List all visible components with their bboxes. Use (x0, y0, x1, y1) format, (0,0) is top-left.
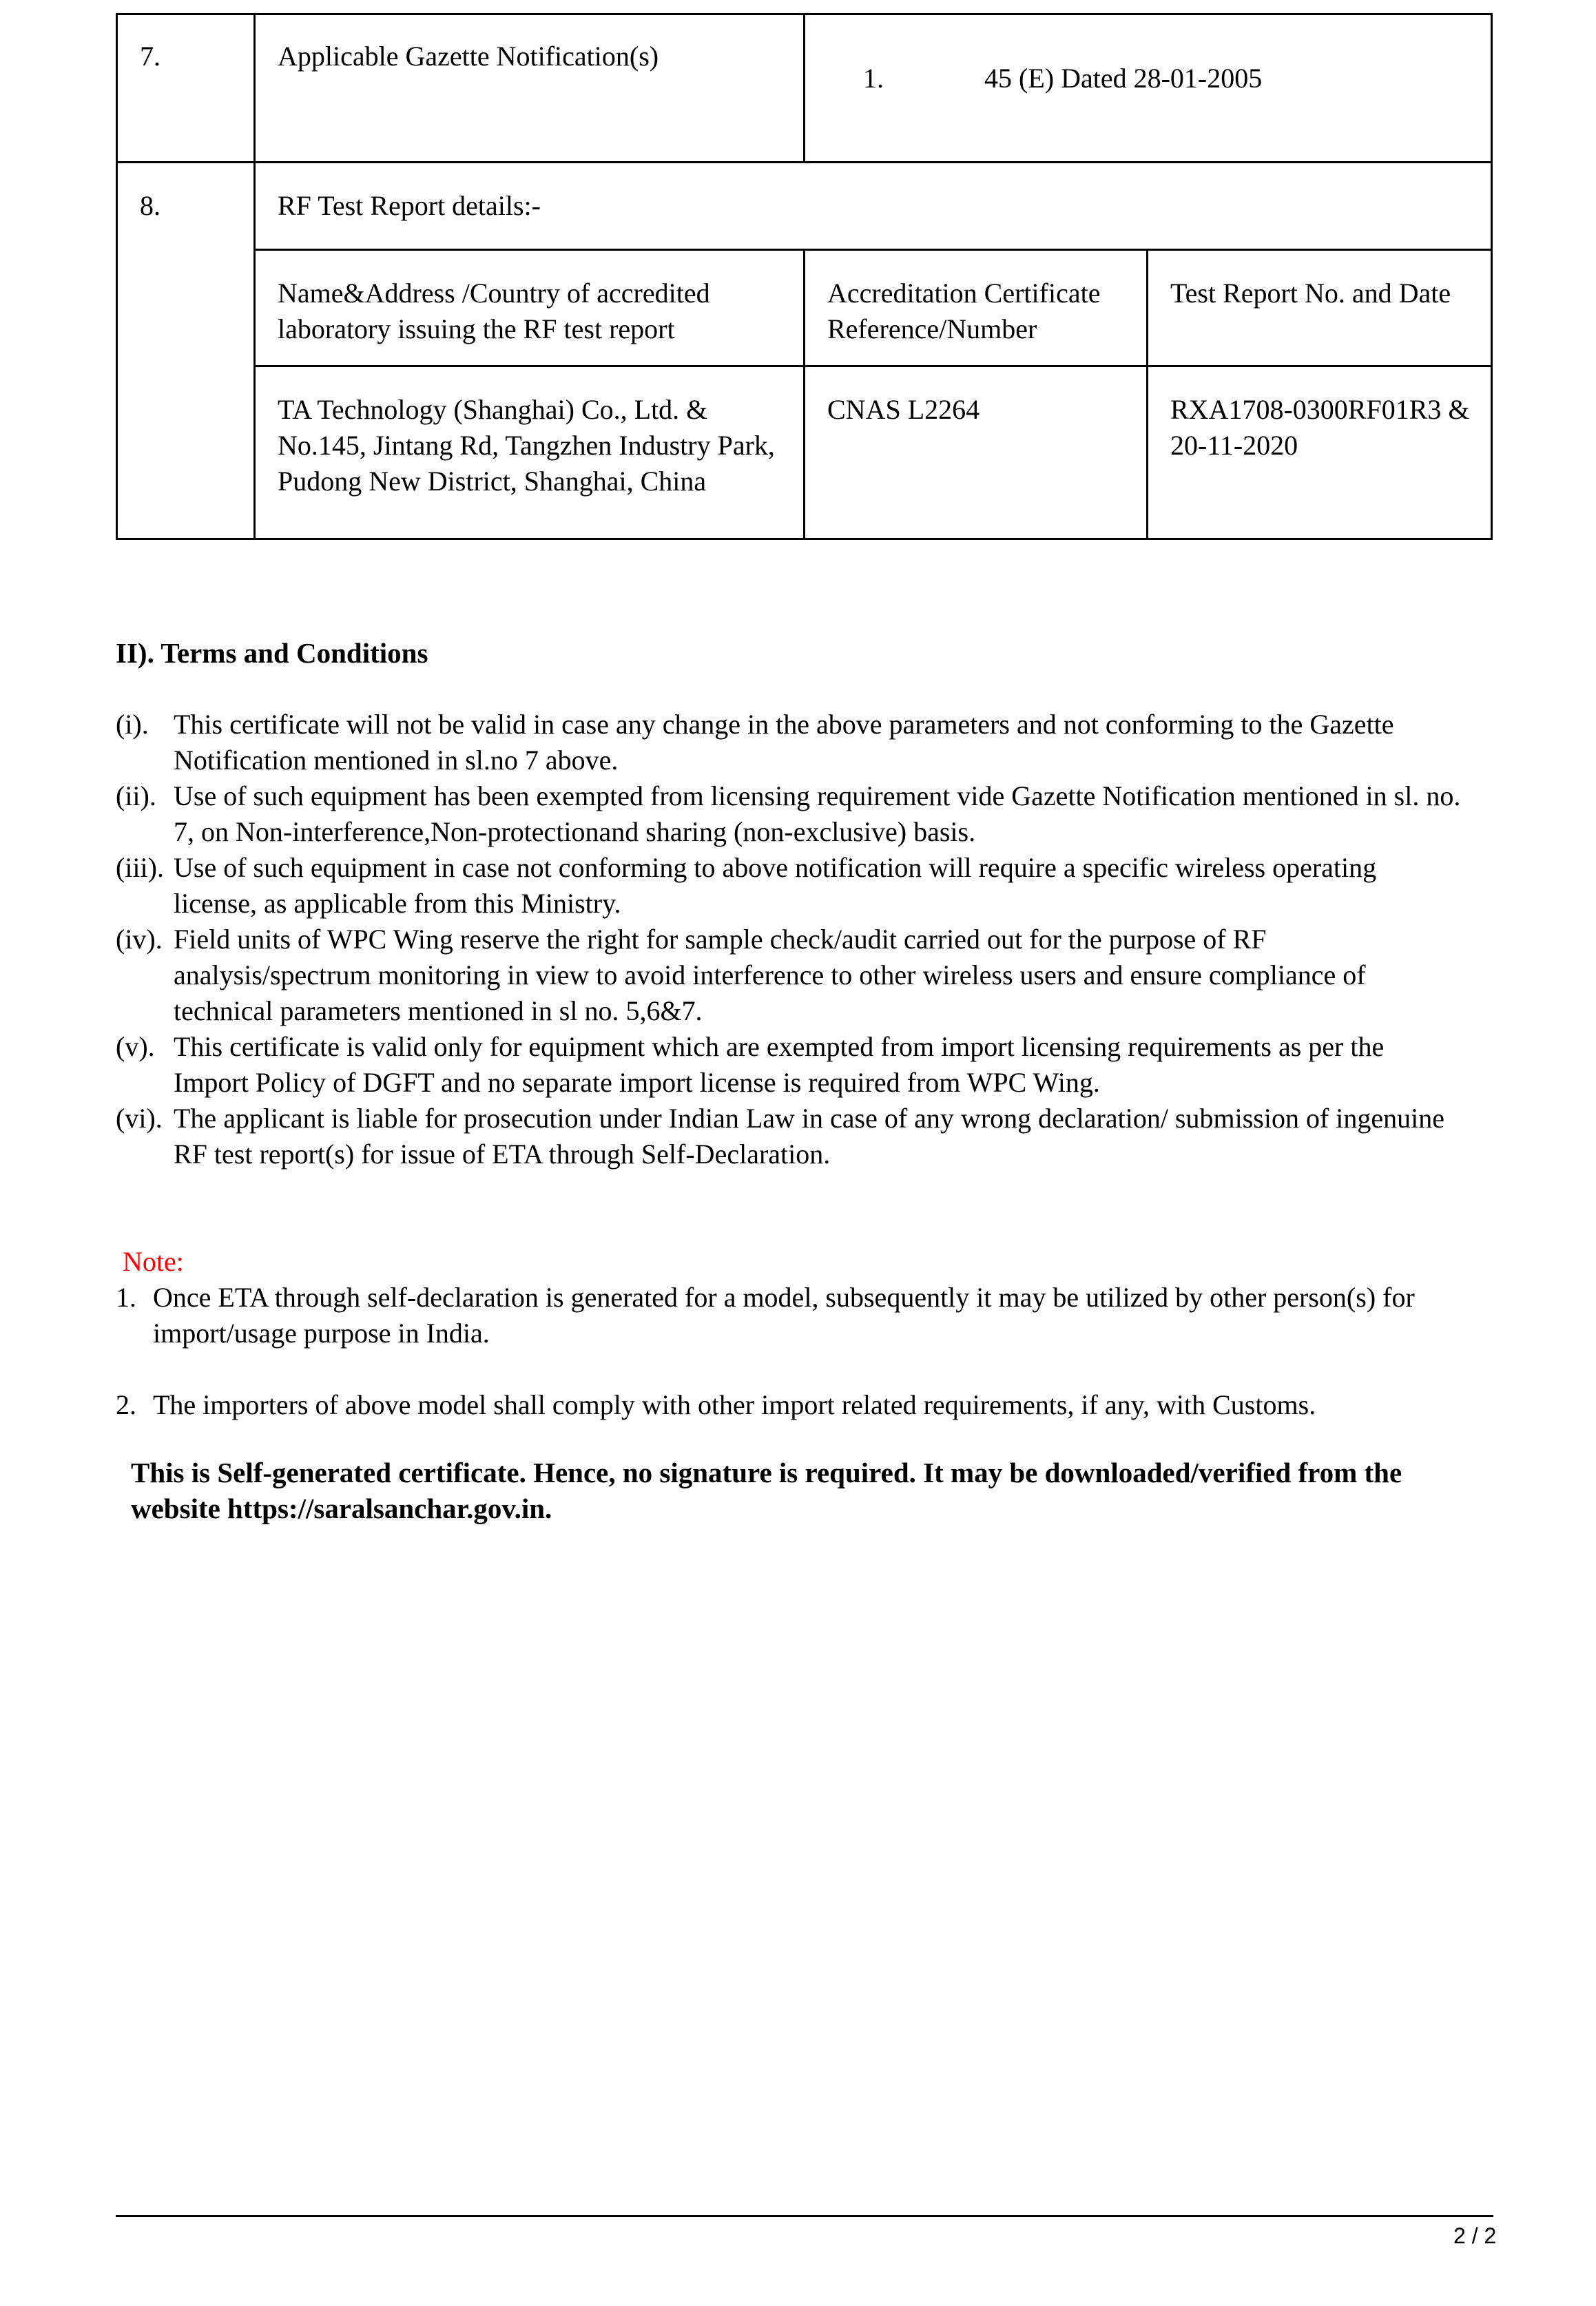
term-marker: (iii). (116, 852, 164, 883)
note-list (116, 1280, 1466, 1459)
note-item (116, 1387, 1466, 1423)
term-text: This certificate will not be valid in case any change in the above parameters and not conforming to the Gazette Notification mentioned in sl.no 7 above. (174, 709, 1394, 776)
lab-header-cell: Name&Address /Country of accredited laboratory issuing the RF test report (255, 250, 805, 366)
note-text: The importers of above model shall comply with other import related requirements, if any, with Customs. (153, 1389, 1316, 1420)
term-text: Use of such equipment in case not conforming to above notification will require a specific wireless operating license, as applicable from this Ministry. (174, 852, 1377, 919)
self-generated-statement: This is Self-generated certificate. Hence, no signature is required. It may be downloaded/verified from the website https://saralsanchar.gov.in. (131, 1457, 1402, 1524)
term-item (116, 850, 1466, 922)
term-marker: (ii). (116, 780, 156, 811)
footer-divider (116, 2215, 1493, 2217)
table-row-rf-headers (117, 250, 1492, 366)
note-item (116, 1280, 1466, 1351)
term-text: This certificate is valid only for equipment which are exempted from import licensing requirements as per the Import Policy of DGFT and no separate import license is required from WPC Wing. (174, 1031, 1385, 1098)
term-marker: (vi). (116, 1103, 163, 1134)
table-row-rf-data (117, 366, 1492, 539)
term-item (116, 922, 1466, 1029)
note-text: Once ETA through self-declaration is generated for a model, subsequently it may be utilized by other person(s) for import/usage purpose in India. (153, 1282, 1415, 1349)
accreditation-header-cell: Accreditation Certificate Reference/Number (805, 250, 1148, 366)
gazette-item-number: 1. (863, 63, 884, 94)
term-text: Field units of WPC Wing reserve the right for sample check/audit carried out for the purpose of RF analysis/spectrum monitoring in view to avoid interference to other wireless users and ensure compliance of technical parameters mentioned in sl no. 5,6&7. (174, 924, 1366, 1026)
accreditation-value-cell: CNAS L2264 (805, 366, 1148, 539)
details-table (116, 13, 1493, 540)
report-value-cell: RXA1708-0300RF01R3 & 20-11-2020 (1148, 366, 1492, 539)
gazette-value-cell (805, 14, 1492, 163)
gazette-item-text: 45 (E) Dated 28-01-2005 (984, 63, 1263, 94)
table-row-rf-title (117, 163, 1492, 250)
report-header-cell: Test Report No. and Date (1148, 250, 1492, 366)
table-row-gazette (117, 14, 1492, 163)
term-text: Use of such equipment has been exempted from licensing requirement vide Gazette Notification mentioned in sl. no. 7, on Non-interference,Non-protectionand sharing (non-exclusive) basis. (174, 780, 1461, 847)
page-number: 2 / 2 (1453, 2223, 1497, 2248)
serial-number-cell: 7. (117, 14, 255, 163)
term-marker: (iv). (116, 924, 163, 955)
term-item (116, 1101, 1466, 1172)
note-number: 1. (116, 1282, 136, 1313)
term-text: The applicant is liable for prosecution under Indian Law in case of any wrong declaration/ submission of ingenuine RF test report(s) for issue of ETA through Self-Declaration. (174, 1103, 1445, 1170)
note-label: Note: (123, 1246, 184, 1277)
lab-value-cell: TA Technology (Shanghai) Co., Ltd. & No.145, Jintang Rd, Tangzhen Industry Park, Pudong New District, Shanghai, China (255, 366, 805, 539)
terms-list (116, 707, 1466, 1172)
gazette-label-cell: Applicable Gazette Notification(s) (255, 14, 805, 163)
serial-number-cell: 8. (117, 163, 255, 539)
note-number: 2. (116, 1389, 136, 1420)
terms-heading: II). Terms and Conditions (116, 637, 428, 669)
term-item (116, 778, 1466, 850)
term-marker: (i). (116, 709, 149, 740)
term-item (116, 1029, 1466, 1101)
rf-report-label-cell: RF Test Report details:- (255, 163, 1492, 250)
term-marker: (v). (116, 1031, 155, 1062)
term-item (116, 707, 1466, 778)
